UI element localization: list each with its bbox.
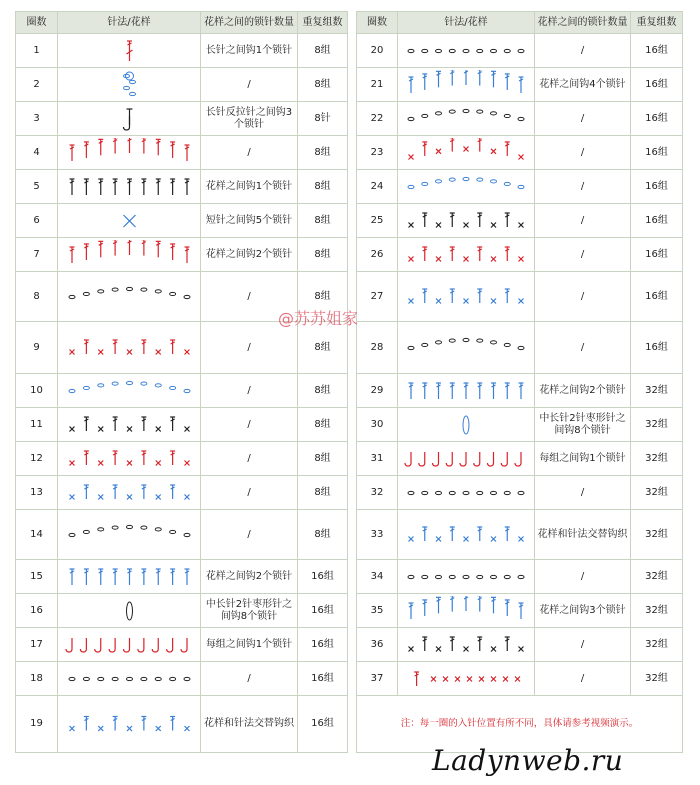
- stitch-diagram: [58, 696, 201, 753]
- round-number: 32: [357, 476, 398, 510]
- site-watermark: Ladynweb.ru: [432, 744, 624, 777]
- round-number: 21: [357, 68, 398, 102]
- stitch-diagram-graphic: [62, 630, 197, 660]
- repeat-count: 32组: [631, 476, 683, 510]
- chains-between: /: [201, 374, 298, 408]
- round-number: 4: [16, 136, 58, 170]
- round-number: 24: [357, 170, 398, 204]
- round-number: 33: [357, 510, 398, 560]
- chains-between: /: [535, 136, 631, 170]
- round-number: 14: [16, 510, 58, 560]
- stitch-row: [357, 476, 683, 510]
- round-number: 37: [357, 662, 398, 696]
- chains-between: 花样之间钩1个锁针: [201, 170, 298, 204]
- repeat-count: 32组: [631, 510, 683, 560]
- chains-between: 花样和针法交替钩织: [535, 510, 631, 560]
- repeat-count: 8组: [298, 442, 348, 476]
- stitch-row: [357, 374, 683, 408]
- round-number: 34: [357, 560, 398, 594]
- stitch-row: [357, 34, 683, 68]
- stitch-diagram-graphic: [62, 698, 197, 751]
- chains-between: 长针之间钩1个锁针: [201, 34, 298, 68]
- round-number: 9: [16, 322, 58, 374]
- repeat-count: 16组: [631, 170, 683, 204]
- header-round: 圈数: [16, 12, 58, 34]
- chains-between: /: [535, 204, 631, 238]
- stitch-row: [357, 238, 683, 272]
- stitch-diagram: [398, 68, 535, 102]
- header-chains-between: 花样之间的锁针数量: [201, 12, 298, 34]
- watermark: @苏苏姐家: [278, 309, 359, 328]
- stitch-diagram: [58, 68, 201, 102]
- round-number: 8: [16, 272, 58, 322]
- chains-between: /: [535, 628, 631, 662]
- stitch-diagram: [398, 136, 535, 170]
- round-number: 18: [16, 662, 58, 696]
- stitch-diagram-graphic: [401, 274, 531, 320]
- repeat-count: 8组: [298, 272, 348, 322]
- left-header-row: [16, 12, 348, 34]
- repeat-count: 16组: [631, 272, 683, 322]
- round-number: 27: [357, 272, 398, 322]
- stitch-diagram: [398, 628, 535, 662]
- chains-between: /: [201, 136, 298, 170]
- stitch-diagram-graphic: [401, 562, 531, 592]
- stitch-diagram-graphic: [62, 596, 197, 626]
- chains-between: 中长针2针枣形针之间钩8个锁针: [201, 594, 298, 628]
- stitch-diagram: [398, 322, 535, 374]
- stitch-diagram-graphic: [62, 562, 197, 592]
- stitch-diagram: [398, 510, 535, 560]
- stitch-row: [16, 170, 348, 204]
- repeat-count: 8组: [298, 322, 348, 374]
- right-stitch-table: [356, 11, 683, 753]
- stitch-row: [357, 68, 683, 102]
- round-number: 1: [16, 34, 58, 68]
- chains-between: /: [535, 322, 631, 374]
- header-repeats: 重复组数: [298, 12, 348, 34]
- round-number: 10: [16, 374, 58, 408]
- chains-between: 中长针2针枣形针之间钩8个锁针: [535, 408, 631, 442]
- round-number: 25: [357, 204, 398, 238]
- chains-between: 花样之间钩2个锁针: [201, 238, 298, 272]
- stitch-diagram-graphic: [401, 512, 531, 558]
- repeat-count: 16组: [298, 594, 348, 628]
- repeat-count: 32组: [631, 560, 683, 594]
- stitch-row: [16, 374, 348, 408]
- stitch-diagram: [58, 34, 201, 68]
- stitch-diagram: [58, 170, 201, 204]
- repeat-count: 8组: [298, 170, 348, 204]
- stitch-row: [357, 322, 683, 374]
- chains-between: /: [535, 560, 631, 594]
- repeat-count: 16组: [298, 662, 348, 696]
- stitch-diagram-graphic: [401, 104, 531, 134]
- stitch-diagram-graphic: [62, 664, 197, 694]
- stitch-row: [16, 102, 348, 136]
- stitch-diagram: [58, 322, 201, 374]
- stitch-diagram: [58, 136, 201, 170]
- repeat-count: 32组: [631, 628, 683, 662]
- stitch-diagram: [58, 594, 201, 628]
- stitch-diagram-graphic: [401, 596, 531, 626]
- chains-between: 花样之间钩2个锁针: [201, 560, 298, 594]
- stitch-diagram: [58, 476, 201, 510]
- stitch-row: [16, 560, 348, 594]
- stitch-diagram: [58, 510, 201, 560]
- repeat-count: 8组: [298, 204, 348, 238]
- note-text: 注：每一圈的入针位置有所不同，具体请参考视频演示。: [357, 696, 683, 753]
- chains-between: 花样之间钩3个锁针: [535, 594, 631, 628]
- stitch-diagram: [398, 34, 535, 68]
- round-number: 5: [16, 170, 58, 204]
- chains-between: /: [535, 238, 631, 272]
- round-number: 30: [357, 408, 398, 442]
- stitch-row: [357, 102, 683, 136]
- stitch-diagram: [398, 476, 535, 510]
- stitch-diagram-graphic: [401, 240, 531, 270]
- chains-between: /: [201, 272, 298, 322]
- stitch-diagram-graphic: [62, 324, 197, 372]
- stitch-diagram: [398, 408, 535, 442]
- round-number: 29: [357, 374, 398, 408]
- round-number: 11: [16, 408, 58, 442]
- round-number: 12: [16, 442, 58, 476]
- chains-between: /: [201, 68, 298, 102]
- stitch-diagram: [398, 272, 535, 322]
- stitch-row: [357, 628, 683, 662]
- round-number: 22: [357, 102, 398, 136]
- repeat-count: 8组: [298, 34, 348, 68]
- stitch-diagram: [398, 662, 535, 696]
- stitch-diagram-graphic: [62, 36, 197, 66]
- stitch-diagram-graphic: [62, 478, 197, 508]
- stitch-diagram-graphic: [401, 324, 531, 372]
- stitch-diagram-graphic: [62, 138, 197, 168]
- stitch-diagram: [58, 102, 201, 136]
- stitch-row: [357, 442, 683, 476]
- repeat-count: 8组: [298, 238, 348, 272]
- stitch-row: [357, 272, 683, 322]
- repeat-count: 16组: [631, 238, 683, 272]
- header-chains-between: 花样之间的锁针数量: [535, 12, 631, 34]
- round-number: 15: [16, 560, 58, 594]
- round-number: 20: [357, 34, 398, 68]
- stitch-row: [357, 136, 683, 170]
- stitch-row: [16, 34, 348, 68]
- stitch-row: [16, 510, 348, 560]
- stitch-diagram: [58, 442, 201, 476]
- stitch-diagram-graphic: [401, 36, 531, 66]
- stitch-row: [357, 510, 683, 560]
- stitch-diagram: [398, 560, 535, 594]
- round-number: 13: [16, 476, 58, 510]
- repeat-count: 16组: [631, 322, 683, 374]
- stitch-row: [16, 594, 348, 628]
- stitch-row: [16, 408, 348, 442]
- stitch-row: [16, 322, 348, 374]
- stitch-diagram-graphic: [62, 444, 197, 474]
- chains-between: /: [201, 510, 298, 560]
- stitch-row: [16, 68, 348, 102]
- stitch-diagram-graphic: [62, 512, 197, 558]
- left-stitch-table: [15, 11, 348, 753]
- stitch-diagram-graphic: [401, 70, 531, 100]
- stitch-row: [16, 238, 348, 272]
- repeat-count: 32组: [631, 442, 683, 476]
- stitch-diagram-graphic: [401, 478, 531, 508]
- chains-between: /: [201, 322, 298, 374]
- chains-between: 花样之间钩2个锁针: [535, 374, 631, 408]
- stitch-row: [357, 594, 683, 628]
- round-number: 36: [357, 628, 398, 662]
- repeat-count: 32组: [631, 408, 683, 442]
- stitch-diagram-graphic: [62, 104, 197, 134]
- stitch-diagram-graphic: [401, 138, 531, 168]
- stitch-row: [16, 204, 348, 238]
- round-number: 31: [357, 442, 398, 476]
- round-number: 2: [16, 68, 58, 102]
- stitch-diagram: [58, 408, 201, 442]
- stitch-diagram-graphic: [62, 206, 197, 236]
- stitch-diagram-graphic: [62, 410, 197, 440]
- stitch-diagram-graphic: [401, 172, 531, 202]
- stitch-row: [16, 628, 348, 662]
- stitch-diagram: [58, 272, 201, 322]
- chains-between: 短针之间钩5个锁针: [201, 204, 298, 238]
- repeat-count: 32组: [631, 662, 683, 696]
- chains-between: /: [201, 442, 298, 476]
- repeat-count: 8组: [298, 374, 348, 408]
- repeat-count: 32组: [631, 374, 683, 408]
- chains-between: /: [535, 102, 631, 136]
- stitch-diagram-graphic: [401, 444, 531, 474]
- stitch-row: [16, 662, 348, 696]
- chains-between: 每组之间钩1个锁针: [535, 442, 631, 476]
- round-number: 23: [357, 136, 398, 170]
- stitch-diagram-graphic: [401, 376, 531, 406]
- chains-between: /: [201, 476, 298, 510]
- chains-between: 每组之间钩1个锁针: [201, 628, 298, 662]
- chains-between: /: [201, 408, 298, 442]
- header-round: 圈数: [357, 12, 398, 34]
- stitch-diagram-graphic: [62, 172, 197, 202]
- stitch-row: [357, 662, 683, 696]
- repeat-count: 16组: [631, 136, 683, 170]
- stitch-diagram: [58, 204, 201, 238]
- repeat-count: 32组: [631, 594, 683, 628]
- chains-between: /: [201, 662, 298, 696]
- stitch-diagram-graphic: [62, 70, 197, 100]
- stitch-diagram: [398, 170, 535, 204]
- round-number: 17: [16, 628, 58, 662]
- stitch-row: [16, 136, 348, 170]
- stitch-diagram: [398, 102, 535, 136]
- stitch-row: [16, 476, 348, 510]
- repeat-count: 16组: [298, 696, 348, 753]
- repeat-count: 16组: [631, 204, 683, 238]
- stitch-diagram-graphic: [62, 240, 197, 270]
- stitch-diagram: [398, 374, 535, 408]
- stitch-row: [357, 408, 683, 442]
- header-stitch: 针法/花样: [398, 12, 535, 34]
- stitch-diagram: [398, 594, 535, 628]
- repeat-count: 8针: [298, 102, 348, 136]
- chains-between: /: [535, 662, 631, 696]
- chains-between: /: [535, 272, 631, 322]
- round-number: 3: [16, 102, 58, 136]
- stitch-row: [16, 696, 348, 753]
- chains-between: 长针反拉针之间钩3个锁针: [201, 102, 298, 136]
- round-number: 19: [16, 696, 58, 753]
- right-header-row: [357, 12, 683, 34]
- stitch-diagram: [58, 662, 201, 696]
- repeat-count: 8组: [298, 136, 348, 170]
- stitch-row: [357, 560, 683, 594]
- stitch-row: [357, 204, 683, 238]
- repeat-count: 8组: [298, 408, 348, 442]
- round-number: 28: [357, 322, 398, 374]
- repeat-count: 8组: [298, 510, 348, 560]
- repeat-count: 16组: [298, 628, 348, 662]
- stitch-row: [357, 170, 683, 204]
- repeat-count: 16组: [631, 102, 683, 136]
- stitch-diagram-graphic: [401, 630, 531, 660]
- stitch-diagram-graphic: [62, 376, 197, 406]
- repeat-count: 16组: [631, 34, 683, 68]
- round-number: 6: [16, 204, 58, 238]
- stitch-diagram-graphic: [401, 664, 531, 694]
- round-number: 7: [16, 238, 58, 272]
- header-stitch: 针法/花样: [58, 12, 201, 34]
- chains-between: 花样之间钩4个锁针: [535, 68, 631, 102]
- repeat-count: 16组: [298, 560, 348, 594]
- stitch-row: [16, 442, 348, 476]
- stitch-diagram: [398, 442, 535, 476]
- stitch-diagram-graphic: [401, 410, 531, 440]
- stitch-diagram-graphic: [401, 206, 531, 236]
- stitch-diagram: [58, 560, 201, 594]
- stitch-diagram: [398, 238, 535, 272]
- repeat-count: 16组: [631, 68, 683, 102]
- round-number: 16: [16, 594, 58, 628]
- stitch-diagram: [398, 204, 535, 238]
- stitch-diagram: [58, 238, 201, 272]
- round-number: 35: [357, 594, 398, 628]
- chains-between: /: [535, 476, 631, 510]
- repeat-count: 8组: [298, 68, 348, 102]
- stitch-diagram: [58, 628, 201, 662]
- stitch-diagram-graphic: [62, 274, 197, 320]
- chains-between: /: [535, 34, 631, 68]
- stitch-diagram: [58, 374, 201, 408]
- chains-between: 花样和针法交替钩织: [201, 696, 298, 753]
- header-repeats: 重复组数: [631, 12, 683, 34]
- chains-between: /: [535, 170, 631, 204]
- round-number: 26: [357, 238, 398, 272]
- repeat-count: 8组: [298, 476, 348, 510]
